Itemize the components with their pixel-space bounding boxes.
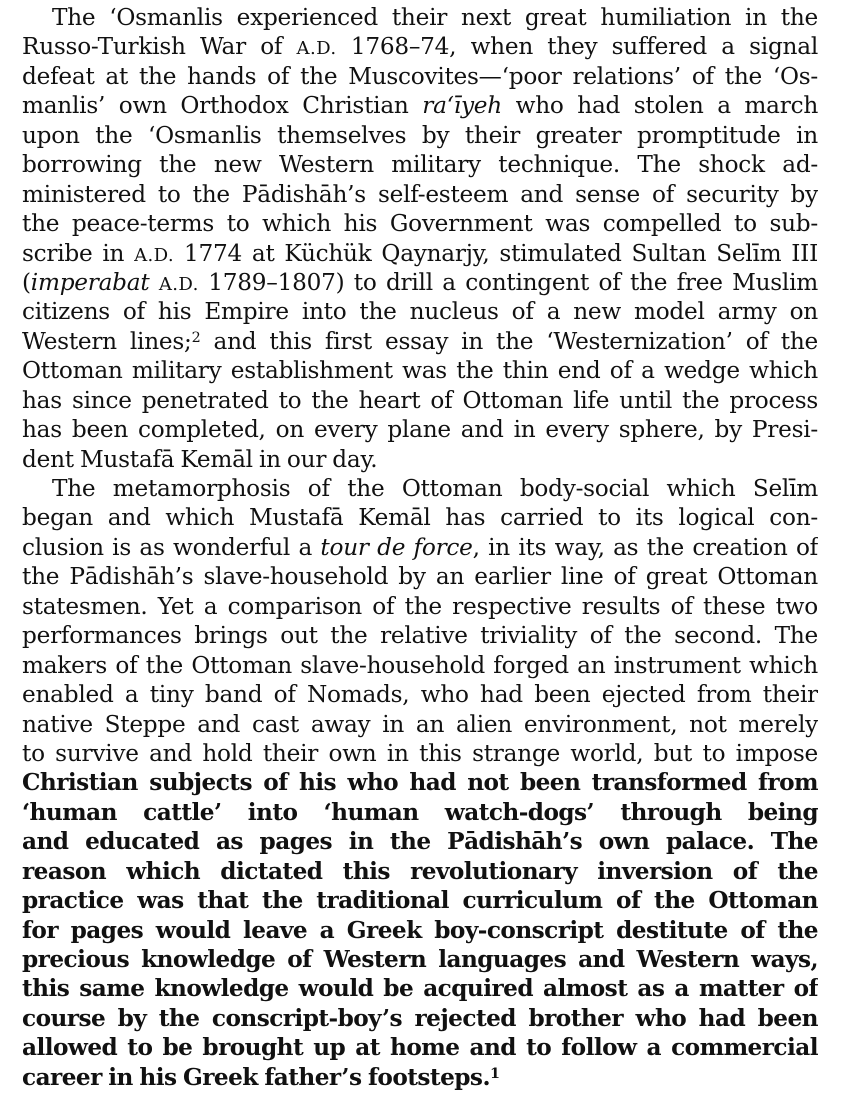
text-segment: performances brings out the relative triviality of the second. The [22,622,818,650]
paragraph [22,3,818,474]
paragraph [22,474,818,768]
text-segment: has been completed, on every plane and in every sphere, by Presi- [22,416,818,444]
text-segment: ‘human cattle’ into ‘human watch-dogs’ through being [22,798,818,826]
text-line [22,3,818,32]
text-line [22,974,818,1003]
text-segment: enabled a tiny band of Nomads, who had been ejected from their [22,681,818,709]
text-segment: scribe in [22,239,135,267]
small-caps-text: A.D. [158,273,199,295]
small-caps-text: A.D. [134,244,175,266]
text-line [22,592,818,621]
text-line [22,503,818,532]
text-segment: has since penetrated to the heart of Ottoman life until the process [22,386,818,414]
text-line [22,710,818,739]
text-segment: began and which Mustafā Kemāl has carried to its logical con- [22,504,818,532]
text-line [22,621,818,650]
text-segment: precious knowledge of Western languages and Western ways, [22,946,818,973]
text-segment: reason which dictated this revolutionary inversion of the [22,857,818,885]
text-segment: to survive and hold their own in this strange world, but to impose [22,739,818,767]
italic-text: imperabat [30,268,150,296]
text-segment: and this first essay in the ‘Westernization’ of the [200,327,818,355]
text-segment: borrowing the new Western military technique. The shock ad- [22,151,818,179]
text-line [22,533,818,562]
text-line [22,651,818,680]
text-segment: native Steppe and cast away in an alien environment, not merely [22,710,818,738]
text-segment: statesmen. Yet a comparison of the respective results of these two [22,592,818,620]
text-segment: clusion is as wonderful a [22,533,321,561]
text-segment: who had stolen a march [501,92,818,120]
text-segment: upon the ‘Osmanlis themselves by their greater promptitude in [22,121,818,149]
text-line [22,857,818,886]
text-segment: dent Mustafā Kemāl in our day. [22,445,378,473]
text-line [22,445,818,474]
text-segment: the Pādishāh’s slave-household by an earlier line of great Ottoman [22,563,818,591]
document-page [22,3,818,1092]
text-segment: , in its way, as the creation of [472,533,818,561]
text-segment: The metamorphosis of the Ottoman body-social which Selīm [52,475,818,502]
text-segment: 1774 at Küchük Qaynarjy, stimulated Sultan Selīm III [174,239,818,267]
text-segment: career in his Greek father’s footsteps. [22,1063,490,1091]
paragraph [22,768,818,1092]
text-segment: Ottoman military establishment was the thin end of a wedge which [22,357,818,385]
text-line [22,327,818,356]
italic-text: tour de force [320,533,473,561]
text-line [22,916,818,945]
text-line [22,268,818,297]
text-line [22,32,818,61]
text-line [22,1033,818,1062]
text-line [22,62,818,91]
text-segment: for pages would leave a Greek boy-conscript destitute of the [22,916,818,944]
text-segment: 1789–1807) to drill a contingent of the free Muslim [198,268,818,296]
text-line [22,886,818,915]
text-line [22,1004,818,1033]
text-line [22,239,818,268]
text-segment: the peace-terms to which his Government was compelled to sub- [22,210,818,238]
text-segment: The ‘Osmanlis experienced their next great humiliation in the [52,4,818,31]
text-line [22,474,818,503]
text-segment: and educated as pages in the Pādishāh’s own palace. The [22,828,818,856]
text-segment: defeat at the hands of the Muscovites—‘poor relations’ of the ‘Os- [22,62,818,90]
text-segment: course by the conscript-boy’s rejected brother who had been [22,1004,818,1032]
text-line [22,150,818,179]
text-segment: citizens of his Empire into the nucleus of a new model army on [22,298,818,326]
text-line [22,121,818,150]
text-line [22,562,818,591]
body-text [22,3,818,1092]
text-segment: ( [22,268,31,296]
text-segment: this same knowledge would be acquired almost as a matter of [22,975,818,1003]
text-line [22,827,818,856]
text-line [22,739,818,768]
text-segment: manlis’ own Orthodox Christian [22,92,423,120]
text-segment: makers of the Ottoman slave-household forged an instrument which [22,651,818,679]
italic-text: ra‘īyeh [422,92,502,120]
text-line [22,356,818,385]
text-line [22,768,818,797]
footnote-marker: 2 [191,329,201,346]
text-segment: Russo-Turkish War of [22,33,297,61]
text-segment: Western lines; [22,327,192,355]
text-segment: ministered to the Pādishāh’s self-esteem and sense of security by [22,180,818,208]
text-line [22,386,818,415]
text-line [22,91,818,120]
text-segment: Christian subjects of his who had not been transformed from [22,769,818,797]
text-line [22,209,818,238]
text-line [22,798,818,827]
text-line [22,945,818,974]
text-line [22,1063,818,1092]
text-segment: allowed to be brought up at home and to follow a commercial [22,1034,818,1062]
text-segment: practice was that the traditional curriculum of the Ottoman [22,887,818,915]
text-line [22,415,818,444]
text-segment: 1768–74, when they suffered a signal [336,33,818,61]
text-segment [149,269,158,296]
text-line [22,297,818,326]
small-caps-text: A.D. [296,38,337,60]
text-line [22,180,818,209]
footnote-marker: 1 [489,1064,500,1082]
text-line [22,680,818,709]
